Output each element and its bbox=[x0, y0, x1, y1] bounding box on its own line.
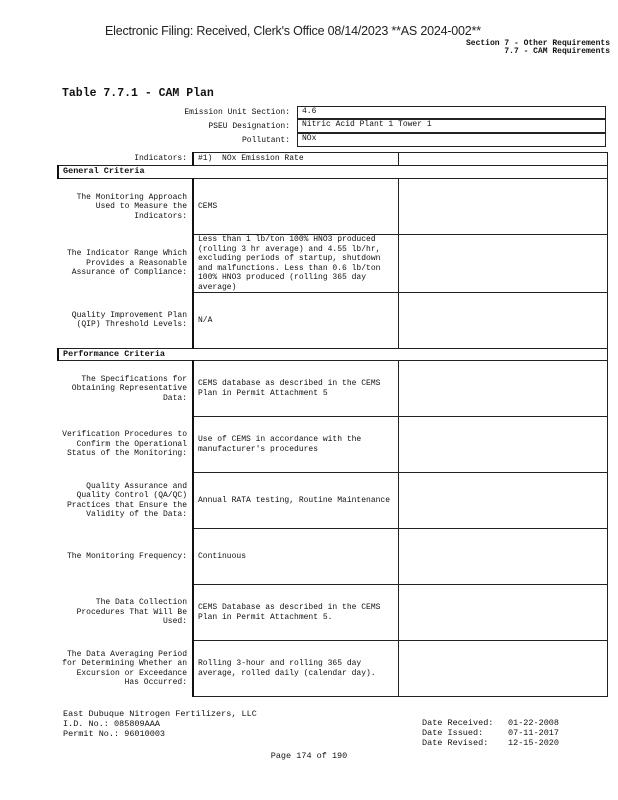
subsection-header: 7.7 - CAM Requirements bbox=[504, 47, 610, 56]
table-row bbox=[58, 179, 607, 235]
row-label: Verification Procedures to Confirm the Operational Status of the Monitoring: bbox=[62, 430, 187, 459]
footer-right bbox=[422, 718, 559, 748]
cam-plan-table bbox=[57, 152, 608, 697]
table-row bbox=[58, 529, 607, 585]
row-blank-cell bbox=[398, 417, 607, 473]
row-blank-cell bbox=[398, 293, 607, 349]
row-label: The Monitoring Approach Used to Measure the Indicators: bbox=[76, 192, 187, 221]
table-row bbox=[58, 235, 607, 293]
table-row bbox=[58, 473, 607, 529]
row-value: Annual RATA testing, Routine Maintenance bbox=[193, 473, 398, 529]
indicator-name: NOx Emission Rate bbox=[222, 154, 304, 164]
pollutant-value: NOx bbox=[297, 133, 606, 147]
row-label: The Specifications for Obtaining Representative Data: bbox=[71, 374, 187, 403]
page-number: Page 174 of 190 bbox=[270, 751, 348, 761]
general-criteria-row bbox=[58, 166, 607, 179]
company-name: East Dubuque Nitrogen Fertilizers, LLC bbox=[63, 709, 257, 719]
row-blank-cell bbox=[398, 585, 607, 641]
row-value: Rolling 3-hour and rolling 365 day average, rolled daily (calendar day). bbox=[193, 641, 398, 697]
pseu-label: PSEU Designation: bbox=[208, 122, 290, 131]
date-received: Date Received: 01-22-2008 bbox=[422, 718, 560, 728]
row-value: Less than 1 lb/ton 100% HNO3 produced (rolling 3 hr average) and 4.55 lb/hr, excluding periods of startup, shutdown and malfunctions. Less than 0.6 lb/ton 100% HNO3 produced (rolling 365 day average) bbox=[193, 235, 398, 293]
row-value: N/A bbox=[193, 293, 398, 349]
table-row bbox=[58, 293, 607, 349]
row-label: Quality Improvement Plan (QIP) Threshold Levels: bbox=[71, 310, 187, 330]
indicators-row bbox=[58, 153, 607, 166]
emission-unit-label: Emission Unit Section: bbox=[184, 108, 290, 117]
row-label: The Monitoring Frequency: bbox=[66, 551, 187, 561]
emission-unit-value: 4.6 bbox=[297, 106, 606, 119]
row-label: Quality Assurance and Quality Control (QA/QC) Practices that Ensure the Validity of the Data: bbox=[66, 481, 187, 519]
id-number: I.D. No.: 085809AAA bbox=[63, 719, 160, 729]
date-revised: Date Revised: 12-15-2020 bbox=[422, 738, 560, 748]
filing-stamp: Electronic Filing: Received, Clerk's Office 08/14/2023 **AS 2024-002** bbox=[105, 24, 481, 38]
general-criteria-heading: General Criteria bbox=[58, 166, 607, 179]
table-row bbox=[58, 417, 607, 473]
row-label: The Data Averaging Period for Determining Whether an Excursion or Exceedance Has Occurred: bbox=[62, 649, 187, 687]
row-blank-cell bbox=[398, 529, 607, 585]
indicators-value bbox=[193, 153, 398, 166]
row-blank-cell bbox=[398, 235, 607, 293]
row-value: CEMS bbox=[193, 179, 398, 235]
indicator-number: #1) bbox=[198, 154, 213, 164]
row-blank-cell bbox=[398, 473, 607, 529]
section-header: Section 7 - Other Requirements bbox=[465, 39, 610, 48]
table-row bbox=[58, 641, 607, 697]
table-row bbox=[58, 585, 607, 641]
row-value: CEMS Database as described in the CEMS Plan in Permit Attachment 5. bbox=[193, 585, 398, 641]
date-issued: Date Issued: 07-11-2017 bbox=[422, 728, 560, 738]
table-row bbox=[58, 361, 607, 417]
table-title: Table 7.7.1 - CAM Plan bbox=[62, 87, 214, 100]
row-label: The Data Collection Procedures That Will Be Used: bbox=[76, 598, 187, 627]
row-label: The Indicator Range Which Provides a Reasonable Assurance of Compliance: bbox=[66, 249, 187, 278]
pseu-value: Nitric Acid Plant 1 Tower 1 bbox=[297, 119, 606, 133]
row-blank-cell bbox=[398, 179, 607, 235]
pollutant-label: Pollutant: bbox=[241, 136, 290, 145]
row-value: CEMS database as described in the CEMS Plan in Permit Attachment 5 bbox=[193, 361, 398, 417]
indicators-label: Indicators: bbox=[134, 154, 187, 163]
indicators-blank-cell bbox=[398, 153, 607, 166]
row-value: Continuous bbox=[193, 529, 398, 585]
performance-criteria-row bbox=[58, 349, 607, 361]
row-blank-cell bbox=[398, 361, 607, 417]
row-blank-cell bbox=[398, 641, 607, 697]
footer-left bbox=[63, 709, 257, 739]
permit-number: Permit No.: 96010003 bbox=[63, 729, 166, 739]
performance-criteria-heading: Performance Criteria bbox=[58, 349, 607, 361]
row-value: Use of CEMS in accordance with the manufacturer's procedures bbox=[193, 417, 398, 473]
